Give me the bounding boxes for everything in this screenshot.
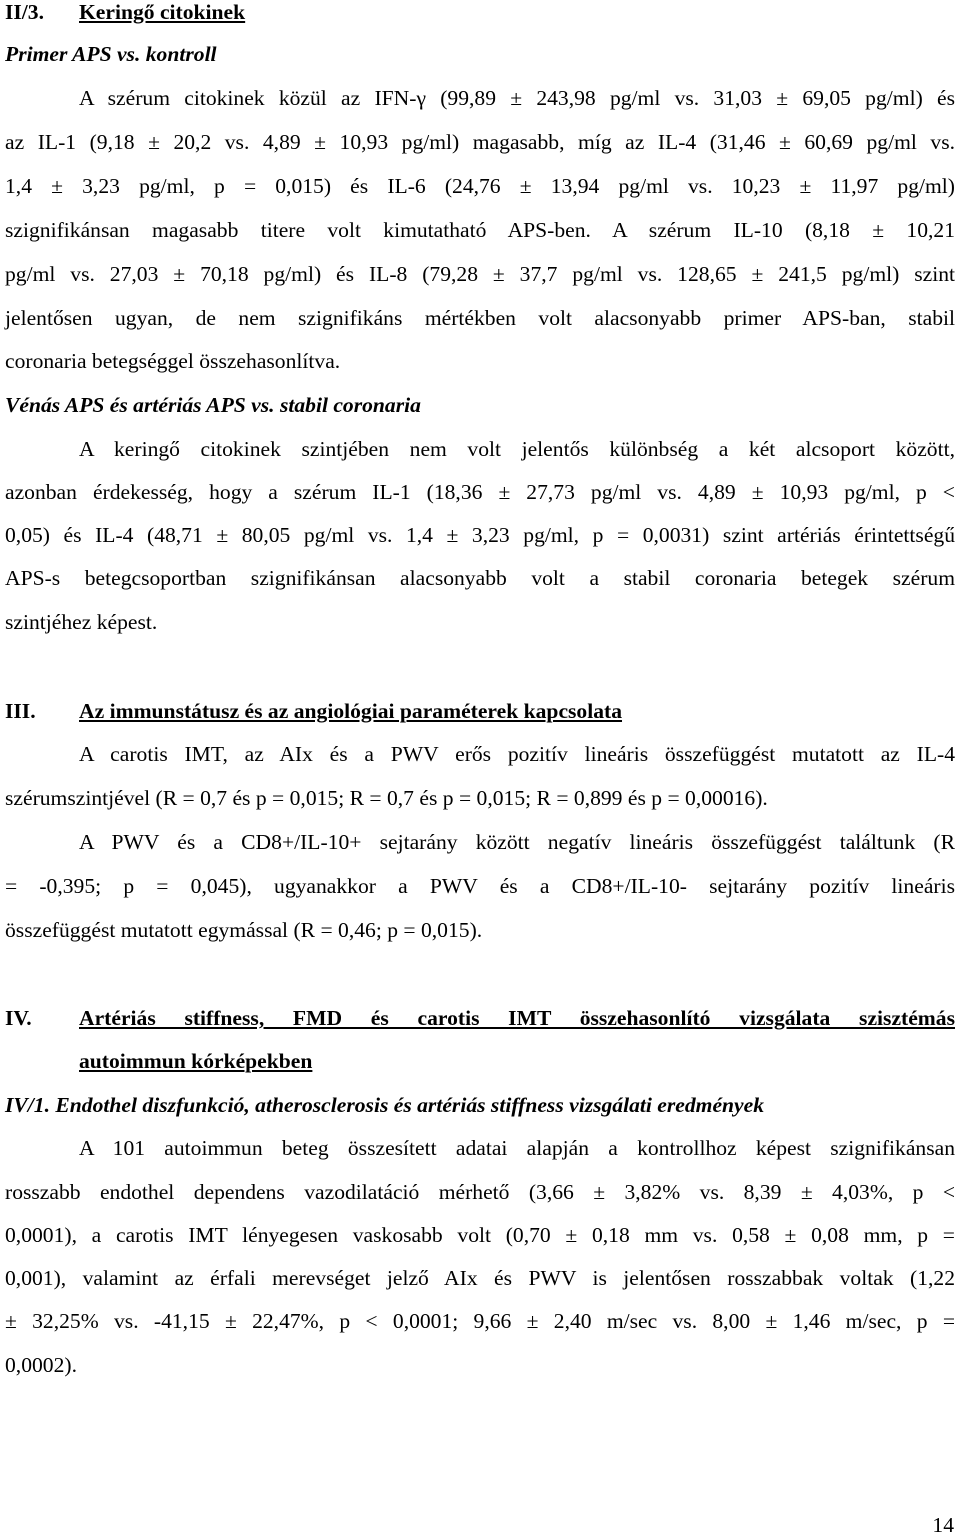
section-title: Az immunstátusz és az angiológiai paraméterek kapcsolata (79, 699, 623, 723)
paragraph-line: összefüggést mutatott egymással (R = 0,46; p = 0,015). (5, 918, 483, 942)
paragraph-line: pg/ml vs. 27,03 ± 70,18 pg/ml) és IL-8 (79,28 ± 37,7 pg/ml vs. 128,65 ± 241,5 pg/ml) szint (5, 262, 955, 286)
paragraph-line: 1,4 ± 3,23 pg/ml, p = 0,015) és IL-6 (24,76 ± 13,94 pg/ml vs. 10,23 ± 11,97 pg/ml) (5, 174, 955, 198)
paragraph-line: 0,05) és IL-4 (48,71 ± 80,05 pg/ml vs. 1,4 ± 3,23 pg/ml, p = 0,0031) szint artériás érintettségű (5, 523, 955, 547)
paragraph-line: 0,001), valamint az érfali merevséget jelző AIx és PWV is jelentősen rosszabbak voltak (1,22 (5, 1266, 955, 1290)
subheading-iv1: IV/1. Endothel diszfunkció, atherosclerosis és artériás stiffness vizsgálati eredmények (5, 1093, 765, 1117)
paragraph-line: A 101 autoimmun beteg összesített adatai alapján a kontrollhoz képest szignifikánsan (79, 1136, 955, 1160)
section-number: II/3. (5, 0, 45, 24)
paragraph-line: A keringő citokinek szintjében nem volt jelentős különbség a két alcsoport között, (79, 437, 955, 461)
paragraph-line: A szérum citokinek közül az IFN-γ (99,89 ± 243,98 pg/ml vs. 31,03 ± 69,05 pg/ml) és (79, 86, 955, 110)
paragraph-line: coronaria betegséggel összehasonlítva. (5, 349, 341, 373)
paragraph-line: 0,0001), a carotis IMT lényegesen vaskosabb volt (0,70 ± 0,18 mm vs. 0,58 ± 0,08 mm, p = (5, 1223, 955, 1247)
paragraph-line: = -0,395; p = 0,045), ugyanakkor a PWV és a CD8+/IL-10- sejtarány pozitív lineáris (5, 874, 955, 898)
section-title: Artériás stiffness, FMD és carotis IMT összehasonlító vizsgálata szisztémás (79, 1006, 955, 1030)
paragraph-line: A PWV és a CD8+/IL-10+ sejtarány között negatív lineáris összefüggést találtunk (R (79, 830, 955, 854)
paragraph-line: ± 32,25% vs. -41,15 ± 22,47%, p < 0,0001; 9,66 ± 2,40 m/sec vs. 8,00 ± 1,46 m/sec, p = (5, 1309, 955, 1333)
paragraph-line: az IL-1 (9,18 ± 20,2 vs. 4,89 ± 10,93 pg/ml) magasabb, míg az IL-4 (31,46 ± 60,69 pg/ml vs. (5, 130, 955, 154)
subheading-venas-arterias: Vénás APS és artériás APS vs. stabil coronaria (5, 393, 421, 417)
paragraph-line: jelentősen ugyan, de nem szignifikáns mértékben volt alacsonyabb primer APS-ban, stabil (5, 306, 955, 330)
section-number: III. (5, 699, 36, 723)
paragraph-line: azonban érdekesség, hogy a szérum IL-1 (18,36 ± 27,73 pg/ml vs. 4,89 ± 10,93 pg/ml, p < (5, 480, 955, 504)
section-title: autoimmun kórképekben (79, 1049, 313, 1073)
page-number: 14 (932, 1513, 954, 1537)
subheading-primer-aps: Primer APS vs. kontroll (5, 42, 217, 66)
section-number: IV. (5, 1006, 32, 1030)
paragraph-line: A carotis IMT, az AIx és a PWV erős pozitív lineáris összefüggést mutatott az IL-4 (79, 742, 955, 766)
paragraph-line: szintjéhez képest. (5, 610, 158, 634)
paragraph-line: 0,0002). (5, 1353, 77, 1377)
paragraph-line: rosszabb endothel dependens vazodilatáció mérhető (3,66 ± 3,82% vs. 8,39 ± 4,03%, p < (5, 1180, 955, 1204)
paragraph-line: APS-s betegcsoportban szignifikánsan alacsonyabb volt a stabil coronaria betegek szérum (5, 566, 955, 590)
paragraph-line: szignifikánsan magasabb titere volt kimutatható APS-ben. A szérum IL-10 (8,18 ± 10,21 (5, 218, 955, 242)
section-title: Keringő citokinek (79, 0, 246, 24)
paragraph-line: szérumszintjével (R = 0,7 és p = 0,015; R = 0,7 és p = 0,015; R = 0,899 és p = 0,00016). (5, 786, 768, 810)
